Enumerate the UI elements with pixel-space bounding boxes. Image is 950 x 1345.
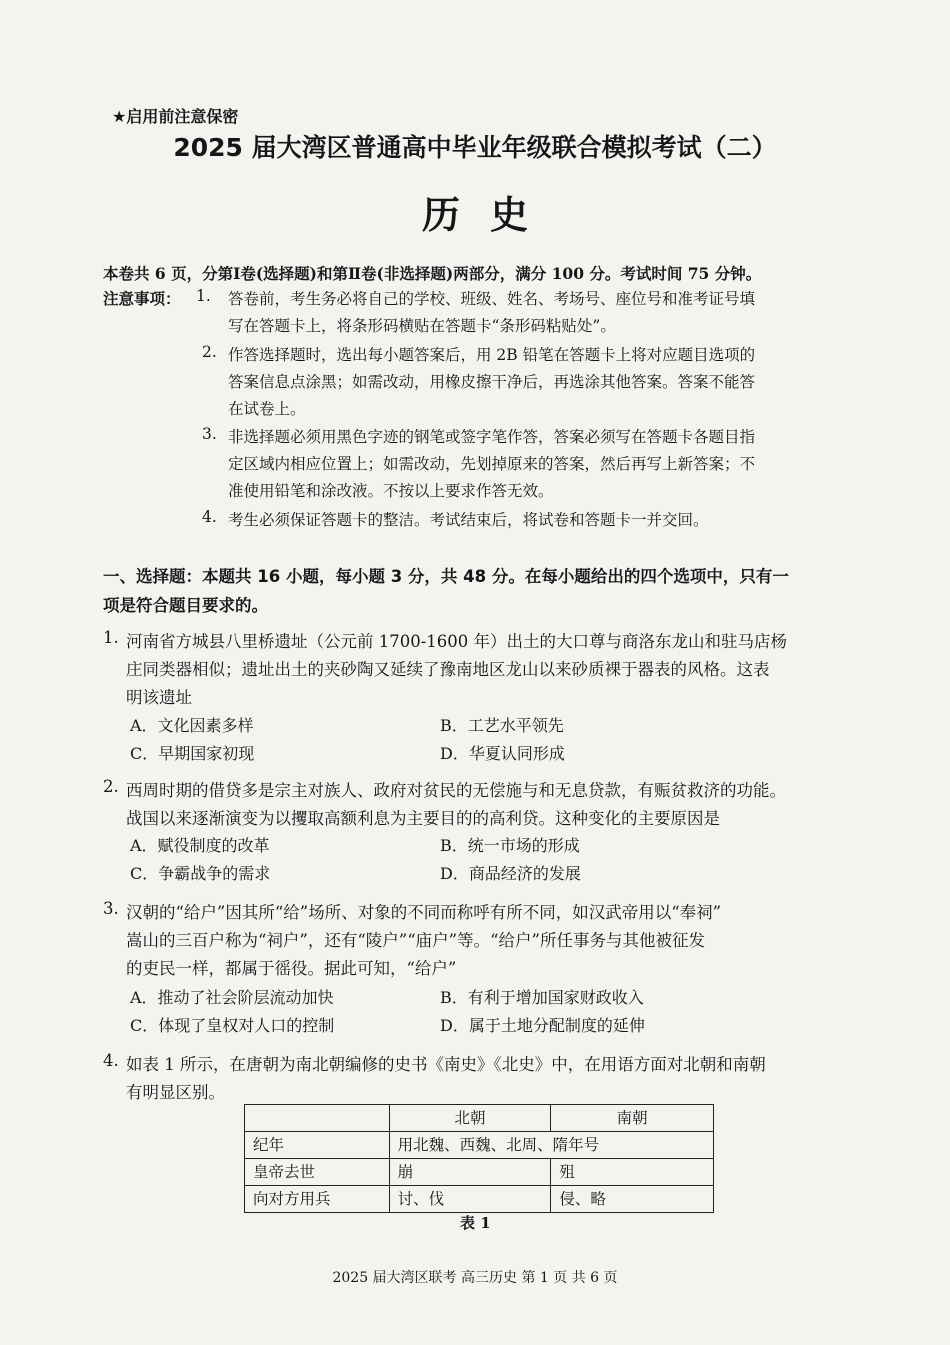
- note-number: 4.: [202, 508, 217, 526]
- option-a: A．文化因素多样: [130, 716, 254, 735]
- table-row: [245, 1159, 714, 1186]
- option-d: D．属于土地分配制度的延伸: [440, 1016, 645, 1035]
- option-b: B．工艺水平领先: [440, 716, 564, 735]
- question-line: 如表 1 所示，在唐朝为南北朝编修的史书《南史》《北史》中，在用语方面对北朝和南朝: [126, 1055, 766, 1074]
- exam-title: 2025 届大湾区普通高中毕业年级联合模拟考试（二）: [173, 133, 777, 162]
- table-1: [244, 1104, 714, 1213]
- question-line: 战国以来逐渐演变为以攫取高额利息为主要目的的高利贷。这种变化的主要原因是: [126, 809, 720, 828]
- question-line: 汉朝的“给户”因其所“给”场所、对象的不同而称呼有所不同，如汉武帝用以“奉祠”: [126, 903, 722, 922]
- note-number: 3.: [202, 425, 217, 443]
- note-line: 考生必须保证答题卡的整洁。考试结束后，将试卷和答题卡一并交回。: [228, 511, 709, 529]
- confidential-notice: ★启用前注意保密: [112, 107, 239, 126]
- note-line: 写在答题卡上，将条形码横贴在答题卡“条形码粘贴处”。: [228, 317, 616, 335]
- subject-title: 历史: [421, 192, 558, 237]
- note-line: 非选择题必须用黑色字迹的钢笔或签字笔作答，答案必须写在答题卡各题目指: [228, 428, 756, 446]
- table-row-label: 纪年: [245, 1132, 390, 1159]
- note-line: 在试卷上。: [228, 400, 306, 418]
- note-number: 2.: [202, 343, 217, 361]
- question-line: 的吏民一样，都属于徭役。据此可知，“给户”: [126, 959, 457, 978]
- table-row: [245, 1132, 714, 1159]
- option-c: C．体现了皇权对人口的控制: [130, 1016, 335, 1035]
- option-a: A．赋役制度的改革: [130, 836, 270, 855]
- table-caption: 表 1: [460, 1214, 491, 1232]
- option-c: C．早期国家初现: [130, 744, 255, 763]
- table-cell: 用北魏、西魏、北周、隋年号: [389, 1132, 713, 1159]
- table-header-cell: 南朝: [551, 1105, 714, 1132]
- section-heading: 项是符合题目要求的。: [103, 596, 268, 615]
- table-row: [245, 1186, 714, 1213]
- table-header-row: [245, 1105, 714, 1132]
- table-header-cell: 北朝: [389, 1105, 551, 1132]
- note-number: 1.: [196, 287, 211, 305]
- question-number: 1.: [103, 628, 119, 647]
- table-row-label: 向对方用兵: [245, 1186, 390, 1213]
- option-b: B．有利于增加国家财政收入: [440, 988, 644, 1007]
- notes-label: 注意事项：: [103, 289, 181, 308]
- question-number: 2.: [103, 777, 119, 796]
- option-c: C．争霸战争的需求: [130, 864, 271, 883]
- option-d: D．商品经济的发展: [440, 864, 581, 883]
- question-line: 西周时期的借贷多是宗主对族人、政府对贫民的无偿施与和无息贷款，有赈贫救济的功能。: [126, 781, 786, 800]
- option-d: D．华夏认同形成: [440, 744, 565, 763]
- page-footer: 2025 届大湾区联考 高三历史 第 1 页 共 6 页: [332, 1270, 618, 1286]
- note-line: 答案信息点涂黑；如需改动，用橡皮擦干净后，再选涂其他答案。答案不能答: [228, 373, 756, 391]
- table-cell: 侵、略: [551, 1186, 714, 1213]
- note-line: 定区域内相应位置上；如需改动，先划掉原来的答案，然后再写上新答案；不: [228, 455, 756, 473]
- question-number: 4.: [103, 1051, 119, 1070]
- question-line: 嵩山的三百户称为“祠户”，还有“陵户”“庙户”等。“给户”所任事务与其他被征发: [126, 931, 705, 950]
- table-row-label: 皇帝去世: [245, 1159, 390, 1186]
- note-line: 准使用铅笔和涂改液。不按以上要求作答无效。: [228, 482, 554, 500]
- question-line: 庄同类器相似；遗址出土的夹砂陶又延续了豫南地区龙山以来砂质裸于器表的风格。这表: [126, 660, 770, 679]
- note-line: 作答选择题时，选出每小题答案后，用 2B 铅笔在答题卡上将对应题目选项的: [228, 346, 756, 364]
- exam-intro: 本卷共 6 页，分第Ⅰ卷(选择题)和第Ⅱ卷(非选择题)两部分，满分 100 分。考试时间 75 分钟。: [103, 264, 762, 283]
- option-b: B．统一市场的形成: [440, 836, 580, 855]
- section-heading: 一、选择题：本题共 16 小题，每小题 3 分，共 48 分。在每小题给出的四个选项中，只有一: [103, 567, 789, 586]
- question-line: 河南省方城县八里桥遗址（公元前 1700-1600 年）出土的大口尊与商洛东龙山和驻马店杨: [126, 632, 788, 651]
- option-a: A．推动了社会阶层流动加快: [130, 988, 334, 1007]
- question-line: 明该遗址: [126, 688, 192, 707]
- question-line: 有明显区别。: [126, 1083, 225, 1102]
- table-cell: 殂: [551, 1159, 714, 1186]
- table-cell: 崩: [389, 1159, 551, 1186]
- note-line: 答卷前，考生务必将自己的学校、班级、姓名、考场号、座位号和准考证号填: [228, 290, 756, 308]
- table-header-cell: [245, 1105, 390, 1132]
- question-number: 3.: [103, 899, 119, 918]
- table-cell: 讨、伐: [389, 1186, 551, 1213]
